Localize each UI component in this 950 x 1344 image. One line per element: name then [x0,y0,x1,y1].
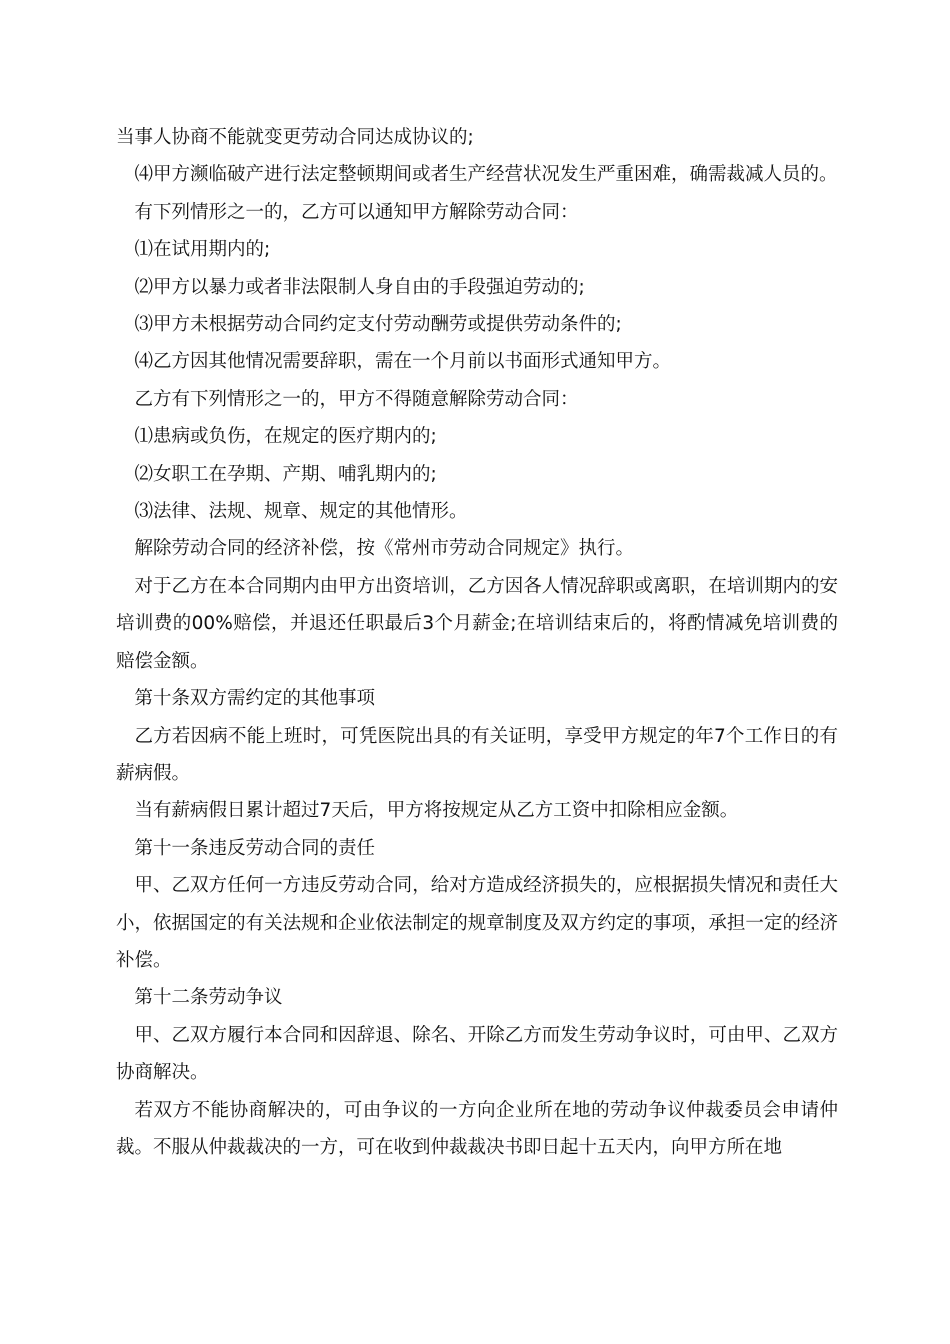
paragraph: 当事人协商不能就变更劳动合同达成协议的; [116,127,474,148]
paragraph: 对于乙方在本合同期内由甲方出资培训，乙方因各人情况辞职或离职，在培训期内的安培训费的00%赔偿，并退还任职最后3个月薪金;在培训结束后的，将酌情减免培训费的赔偿金额。 [116,575,838,672]
paragraph: 若双方不能协商解决的，可由争议的一方向企业所在地的劳动争议仲裁委员会申请仲裁。不服从仲裁裁决的一方，可在收到仲裁裁决书即日起十五天内，向甲方所在地 [116,1099,838,1158]
list-item: ⑶法律、法规、规章、规定的其他情形。 [134,501,468,523]
list-item: ⑵女职工在孕期、产期、哺乳期内的; [134,463,437,485]
section-heading: 第十条双方需约定的其他事项 [134,688,376,710]
list-item: ⑷乙方因其他情况需要辞职，需在一个月前以书面形式通知甲方。 [134,351,672,373]
paragraph: 乙方有下列情形之一的，甲方不得随意解除劳动合同： [134,388,579,410]
section-heading: 第十一条违反劳动合同的责任 [134,837,376,859]
paragraph: 解除劳动合同的经济补偿，按《常州市劳动合同规定》执行。 [134,538,635,560]
paragraph: 乙方若因病不能上班时，可凭医院出具的有关证明，享受甲方规定的年7个工作日的有薪病假。 [116,725,838,784]
paragraph: ⑷甲方濒临破产进行法定整顿期间或者生产经营状况发生严重困难，确需裁减人员的。 [134,164,838,186]
paragraph: 甲、乙双方任何一方违反劳动合同，给对方造成经济损失的，应根据损失情况和责任大小，依据国定的有关法规和企业依法制定的规章制度及双方约定的事项，承担一定的经济补偿。 [116,875,838,971]
paragraph: 有下列情形之一的，乙方可以通知甲方解除劳动合同： [134,201,579,223]
list-item: ⑶甲方未根据劳动合同约定支付劳动酬劳或提供劳动条件的; [134,314,622,336]
list-item: ⑴在试用期内的; [134,239,271,261]
paragraph: 甲、乙双方履行本合同和因辞退、除名、开除乙方而发生劳动争议时，可由甲、乙双方协商解决。 [116,1024,838,1084]
section-heading: 第十二条劳动争议 [134,987,283,1009]
list-item: ⑴患病或负伤，在规定的医疗期内的; [134,426,437,448]
paragraph: 当有薪病假日累计超过7天后，甲方将按规定从乙方工资中扣除相应金额。 [134,800,739,822]
list-item: ⑵甲方以暴力或者非法限制人身自由的手段强迫劳动的; [134,276,585,298]
document-body [116,119,838,1166]
